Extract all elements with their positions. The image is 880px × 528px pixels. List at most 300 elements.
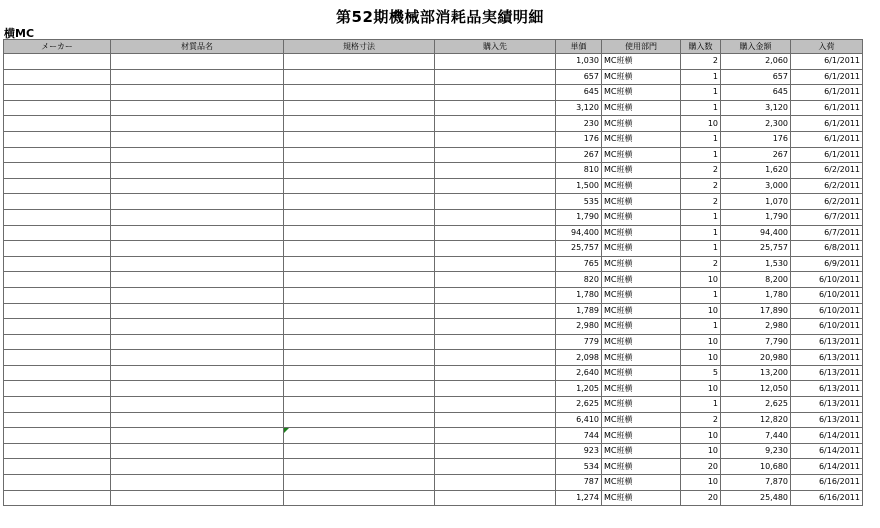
cell-amount[interactable]: 9,230 — [721, 443, 791, 459]
cell-material[interactable] — [111, 443, 284, 459]
cell-arrival[interactable]: 6/9/2011 — [791, 256, 863, 272]
cell-amount[interactable]: 20,980 — [721, 350, 791, 366]
cell-amount[interactable]: 3,120 — [721, 100, 791, 116]
cell-quantity[interactable]: 20 — [681, 490, 721, 506]
cell-amount[interactable]: 645 — [721, 85, 791, 101]
cell-arrival[interactable]: 6/16/2011 — [791, 475, 863, 491]
cell-unit-price[interactable]: 1,274 — [556, 490, 602, 506]
cell-unit-price[interactable]: 2,098 — [556, 350, 602, 366]
cell-maker[interactable] — [4, 54, 111, 70]
table-row — [4, 287, 863, 303]
col-header-material[interactable]: 材質品名 — [111, 40, 284, 54]
table-row — [4, 381, 863, 397]
cell-department[interactable]: MC班横 — [602, 85, 681, 101]
cell-vendor[interactable] — [435, 459, 556, 475]
cell-arrival[interactable]: 6/13/2011 — [791, 381, 863, 397]
cell-spec[interactable] — [284, 225, 435, 241]
cell-quantity[interactable]: 10 — [681, 381, 721, 397]
cell-arrival[interactable]: 6/10/2011 — [791, 303, 863, 319]
cell-arrival[interactable]: 6/1/2011 — [791, 116, 863, 132]
cell-department[interactable]: MC班横 — [602, 225, 681, 241]
cell-material[interactable] — [111, 287, 284, 303]
cell-unit-price[interactable]: 6,410 — [556, 412, 602, 428]
cell-maker[interactable] — [4, 381, 111, 397]
header-row — [4, 40, 863, 54]
cell-unit-price[interactable]: 3,120 — [556, 100, 602, 116]
cell-department[interactable]: MC班横 — [602, 241, 681, 257]
cell-unit-price[interactable]: 779 — [556, 334, 602, 350]
table-row — [4, 116, 863, 132]
table-row — [4, 241, 863, 257]
cell-department[interactable]: MC班横 — [602, 209, 681, 225]
cell-unit-price[interactable]: 787 — [556, 475, 602, 491]
cell-material[interactable] — [111, 85, 284, 101]
cell-arrival[interactable]: 6/10/2011 — [791, 272, 863, 288]
cell-arrival[interactable]: 6/13/2011 — [791, 334, 863, 350]
cell-department[interactable]: MC班横 — [602, 147, 681, 163]
cell-spec[interactable] — [284, 490, 435, 506]
cell-arrival[interactable]: 6/16/2011 — [791, 490, 863, 506]
col-header-unit-price[interactable]: 単価 — [556, 40, 602, 54]
comment-indicator-icon — [284, 428, 289, 433]
cell-material[interactable] — [111, 194, 284, 210]
table-row — [4, 334, 863, 350]
cell-amount[interactable]: 13,200 — [721, 365, 791, 381]
cell-arrival[interactable]: 6/10/2011 — [791, 287, 863, 303]
cell-material[interactable] — [111, 54, 284, 70]
cell-maker[interactable] — [4, 163, 111, 179]
cell-material[interactable] — [111, 428, 284, 444]
table-row — [4, 85, 863, 101]
cell-material[interactable] — [111, 319, 284, 335]
cell-quantity[interactable]: 2 — [681, 256, 721, 272]
cell-amount[interactable]: 2,980 — [721, 319, 791, 335]
cell-department[interactable]: MC班横 — [602, 116, 681, 132]
cell-spec[interactable] — [284, 272, 435, 288]
cell-material[interactable] — [111, 334, 284, 350]
cell-department[interactable]: MC班横 — [602, 365, 681, 381]
cell-unit-price[interactable]: 820 — [556, 272, 602, 288]
cell-unit-price[interactable]: 765 — [556, 256, 602, 272]
cell-vendor[interactable] — [435, 85, 556, 101]
cell-vendor[interactable] — [435, 287, 556, 303]
cell-vendor[interactable] — [435, 209, 556, 225]
cell-vendor[interactable] — [435, 319, 556, 335]
cell-department[interactable]: MC班横 — [602, 412, 681, 428]
cell-vendor[interactable] — [435, 334, 556, 350]
cell-arrival[interactable]: 6/14/2011 — [791, 459, 863, 475]
cell-department[interactable]: MC班横 — [602, 256, 681, 272]
section-label: 横MC — [4, 27, 35, 40]
cell-material[interactable] — [111, 100, 284, 116]
cell-spec[interactable] — [284, 287, 435, 303]
cell-unit-price[interactable]: 744 — [556, 428, 602, 444]
cell-quantity[interactable]: 10 — [681, 475, 721, 491]
table-row — [4, 459, 863, 475]
cell-quantity[interactable]: 1 — [681, 69, 721, 85]
cell-amount[interactable]: 7,870 — [721, 475, 791, 491]
cell-spec[interactable] — [284, 319, 435, 335]
cell-vendor[interactable] — [435, 100, 556, 116]
cell-maker[interactable] — [4, 256, 111, 272]
cell-unit-price[interactable]: 94,400 — [556, 225, 602, 241]
cell-material[interactable] — [111, 412, 284, 428]
col-header-vendor[interactable]: 購入先 — [435, 40, 556, 54]
cell-quantity[interactable]: 2 — [681, 412, 721, 428]
cell-spec[interactable] — [284, 209, 435, 225]
cell-quantity[interactable]: 1 — [681, 241, 721, 257]
cell-unit-price[interactable]: 1,205 — [556, 381, 602, 397]
cell-quantity[interactable]: 10 — [681, 116, 721, 132]
cell-vendor[interactable] — [435, 272, 556, 288]
cell-amount[interactable]: 12,820 — [721, 412, 791, 428]
cell-spec[interactable] — [284, 54, 435, 70]
cell-unit-price[interactable]: 923 — [556, 443, 602, 459]
cell-quantity[interactable]: 2 — [681, 178, 721, 194]
cell-amount[interactable]: 657 — [721, 69, 791, 85]
cell-amount[interactable]: 1,070 — [721, 194, 791, 210]
cell-spec[interactable] — [284, 459, 435, 475]
table-row — [4, 428, 863, 444]
col-header-department[interactable]: 使用部門 — [602, 40, 681, 54]
cell-vendor[interactable] — [435, 412, 556, 428]
cell-spec[interactable] — [284, 100, 435, 116]
cell-unit-price[interactable]: 1,030 — [556, 54, 602, 70]
cell-amount[interactable]: 10,680 — [721, 459, 791, 475]
table-row — [4, 412, 863, 428]
cell-amount[interactable]: 25,480 — [721, 490, 791, 506]
table-row — [4, 178, 863, 194]
cell-quantity[interactable]: 2 — [681, 163, 721, 179]
cell-maker[interactable] — [4, 350, 111, 366]
cell-quantity[interactable]: 1 — [681, 319, 721, 335]
cell-department[interactable]: MC班横 — [602, 350, 681, 366]
cell-department[interactable]: MC班横 — [602, 459, 681, 475]
cell-arrival[interactable]: 6/13/2011 — [791, 365, 863, 381]
cell-maker[interactable] — [4, 209, 111, 225]
cell-department[interactable]: MC班横 — [602, 54, 681, 70]
cell-unit-price[interactable]: 810 — [556, 163, 602, 179]
cell-spec[interactable] — [284, 475, 435, 491]
col-header-spec[interactable]: 規格寸法 — [284, 40, 435, 54]
cell-arrival[interactable]: 6/10/2011 — [791, 319, 863, 335]
cell-material[interactable] — [111, 365, 284, 381]
cell-material[interactable] — [111, 272, 284, 288]
cell-quantity[interactable]: 10 — [681, 334, 721, 350]
cell-amount[interactable]: 12,050 — [721, 381, 791, 397]
cell-maker[interactable] — [4, 365, 111, 381]
cell-quantity[interactable]: 1 — [681, 100, 721, 116]
cell-quantity[interactable]: 1 — [681, 209, 721, 225]
cell-unit-price[interactable]: 535 — [556, 194, 602, 210]
cell-maker[interactable] — [4, 225, 111, 241]
table-row — [4, 397, 863, 413]
cell-quantity[interactable]: 10 — [681, 272, 721, 288]
cell-quantity[interactable]: 1 — [681, 147, 721, 163]
cell-maker[interactable] — [4, 319, 111, 335]
cell-spec[interactable] — [284, 178, 435, 194]
table-row — [4, 225, 863, 241]
table-row — [4, 131, 863, 147]
cell-maker[interactable] — [4, 334, 111, 350]
cell-spec[interactable] — [284, 350, 435, 366]
cell-spec[interactable] — [284, 147, 435, 163]
col-header-maker[interactable]: メーカー — [4, 40, 111, 54]
cell-arrival[interactable]: 6/1/2011 — [791, 54, 863, 70]
cell-unit-price[interactable]: 534 — [556, 459, 602, 475]
cell-department[interactable]: MC班横 — [602, 443, 681, 459]
table-row — [4, 350, 863, 366]
cell-amount[interactable]: 267 — [721, 147, 791, 163]
table-row — [4, 54, 863, 70]
cell-department[interactable]: MC班横 — [602, 303, 681, 319]
cell-material[interactable] — [111, 225, 284, 241]
cell-maker[interactable] — [4, 490, 111, 506]
cell-maker[interactable] — [4, 303, 111, 319]
cell-vendor[interactable] — [435, 381, 556, 397]
cell-department[interactable]: MC班横 — [602, 194, 681, 210]
cell-vendor[interactable] — [435, 256, 556, 272]
cell-department[interactable]: MC班横 — [602, 178, 681, 194]
cell-quantity[interactable]: 20 — [681, 459, 721, 475]
cell-material[interactable] — [111, 178, 284, 194]
cell-material[interactable] — [111, 350, 284, 366]
table-row — [4, 69, 863, 85]
cell-department[interactable]: MC班横 — [602, 319, 681, 335]
cell-unit-price[interactable]: 1,500 — [556, 178, 602, 194]
cell-quantity[interactable]: 1 — [681, 287, 721, 303]
cell-department[interactable]: MC班横 — [602, 490, 681, 506]
cell-department[interactable]: MC班横 — [602, 381, 681, 397]
cell-material[interactable] — [111, 209, 284, 225]
cell-vendor[interactable] — [435, 428, 556, 444]
cell-material[interactable] — [111, 147, 284, 163]
cell-material[interactable] — [111, 475, 284, 491]
cell-amount[interactable]: 2,060 — [721, 54, 791, 70]
cell-vendor[interactable] — [435, 350, 556, 366]
cell-amount[interactable]: 94,400 — [721, 225, 791, 241]
cell-arrival[interactable]: 6/2/2011 — [791, 194, 863, 210]
cell-maker[interactable] — [4, 272, 111, 288]
cell-vendor[interactable] — [435, 475, 556, 491]
table-row — [4, 163, 863, 179]
cell-unit-price[interactable]: 25,757 — [556, 241, 602, 257]
cell-quantity[interactable]: 1 — [681, 131, 721, 147]
cell-vendor[interactable] — [435, 303, 556, 319]
cell-department[interactable]: MC班横 — [602, 287, 681, 303]
cell-unit-price[interactable]: 1,780 — [556, 287, 602, 303]
cell-quantity[interactable]: 10 — [681, 428, 721, 444]
cell-material[interactable] — [111, 131, 284, 147]
cell-vendor[interactable] — [435, 443, 556, 459]
cell-spec[interactable] — [284, 381, 435, 397]
cell-maker[interactable] — [4, 100, 111, 116]
cell-arrival[interactable]: 6/2/2011 — [791, 178, 863, 194]
cell-arrival[interactable]: 6/1/2011 — [791, 69, 863, 85]
cell-arrival[interactable]: 6/14/2011 — [791, 443, 863, 459]
cell-department[interactable]: MC班横 — [602, 428, 681, 444]
cell-quantity[interactable]: 2 — [681, 194, 721, 210]
cell-spec[interactable] — [284, 334, 435, 350]
cell-arrival[interactable]: 6/13/2011 — [791, 350, 863, 366]
cell-unit-price[interactable]: 2,640 — [556, 365, 602, 381]
cell-spec[interactable] — [284, 85, 435, 101]
cell-vendor[interactable] — [435, 54, 556, 70]
cell-maker[interactable] — [4, 194, 111, 210]
cell-quantity[interactable]: 2 — [681, 54, 721, 70]
cell-department[interactable]: MC班横 — [602, 69, 681, 85]
cell-vendor[interactable] — [435, 241, 556, 257]
table-row — [4, 443, 863, 459]
cell-spec[interactable] — [284, 303, 435, 319]
cell-material[interactable] — [111, 490, 284, 506]
cell-quantity[interactable]: 10 — [681, 350, 721, 366]
cell-department[interactable]: MC班横 — [602, 272, 681, 288]
cell-spec[interactable] — [284, 69, 435, 85]
cell-unit-price[interactable]: 176 — [556, 131, 602, 147]
cell-department[interactable]: MC班横 — [602, 100, 681, 116]
cell-vendor[interactable] — [435, 178, 556, 194]
cell-department[interactable]: MC班横 — [602, 334, 681, 350]
cell-amount[interactable]: 3,000 — [721, 178, 791, 194]
cell-material[interactable] — [111, 381, 284, 397]
cell-department[interactable]: MC班横 — [602, 475, 681, 491]
cell-material[interactable] — [111, 116, 284, 132]
cell-spec[interactable] — [284, 163, 435, 179]
cell-vendor[interactable] — [435, 163, 556, 179]
table-row — [4, 490, 863, 506]
cell-vendor[interactable] — [435, 147, 556, 163]
cell-spec[interactable] — [284, 241, 435, 257]
cell-vendor[interactable] — [435, 225, 556, 241]
cell-vendor[interactable] — [435, 69, 556, 85]
cell-amount[interactable]: 2,300 — [721, 116, 791, 132]
table-row — [4, 209, 863, 225]
cell-spec[interactable] — [284, 131, 435, 147]
table-row — [4, 272, 863, 288]
cell-spec[interactable] — [284, 365, 435, 381]
cell-maker[interactable] — [4, 131, 111, 147]
cell-amount[interactable]: 176 — [721, 131, 791, 147]
cell-amount[interactable]: 8,200 — [721, 272, 791, 288]
cell-spec[interactable] — [284, 116, 435, 132]
cell-maker[interactable] — [4, 85, 111, 101]
table-row — [4, 256, 863, 272]
cell-amount[interactable]: 1,790 — [721, 209, 791, 225]
table-row — [4, 475, 863, 491]
table-row — [4, 100, 863, 116]
cell-material[interactable] — [111, 397, 284, 413]
cell-unit-price[interactable]: 2,980 — [556, 319, 602, 335]
cell-arrival[interactable]: 6/8/2011 — [791, 241, 863, 257]
cell-maker[interactable] — [4, 428, 111, 444]
cell-department[interactable]: MC班横 — [602, 131, 681, 147]
cell-amount[interactable]: 2,625 — [721, 397, 791, 413]
cell-maker[interactable] — [4, 116, 111, 132]
cell-maker[interactable] — [4, 147, 111, 163]
table-row — [4, 365, 863, 381]
cell-maker[interactable] — [4, 241, 111, 257]
cell-maker[interactable] — [4, 459, 111, 475]
cell-vendor[interactable] — [435, 490, 556, 506]
cell-spec[interactable] — [284, 397, 435, 413]
col-header-quantity[interactable]: 購入数 — [681, 40, 721, 54]
cell-vendor[interactable] — [435, 365, 556, 381]
cell-unit-price[interactable]: 2,625 — [556, 397, 602, 413]
purchase-table — [3, 39, 863, 506]
cell-arrival[interactable]: 6/1/2011 — [791, 85, 863, 101]
cell-maker[interactable] — [4, 287, 111, 303]
cell-vendor[interactable] — [435, 131, 556, 147]
table-row — [4, 319, 863, 335]
cell-material[interactable] — [111, 163, 284, 179]
cell-quantity[interactable]: 1 — [681, 85, 721, 101]
cell-vendor[interactable] — [435, 397, 556, 413]
cell-material[interactable] — [111, 241, 284, 257]
cell-unit-price[interactable]: 230 — [556, 116, 602, 132]
cell-maker[interactable] — [4, 412, 111, 428]
cell-arrival[interactable]: 6/7/2011 — [791, 209, 863, 225]
cell-material[interactable] — [111, 69, 284, 85]
cell-department[interactable]: MC班横 — [602, 397, 681, 413]
cell-arrival[interactable]: 6/1/2011 — [791, 100, 863, 116]
cell-amount[interactable]: 1,530 — [721, 256, 791, 272]
cell-quantity[interactable]: 5 — [681, 365, 721, 381]
cell-unit-price[interactable]: 1,790 — [556, 209, 602, 225]
cell-arrival[interactable]: 6/14/2011 — [791, 428, 863, 444]
cell-vendor[interactable] — [435, 116, 556, 132]
cell-amount[interactable]: 1,780 — [721, 287, 791, 303]
cell-maker[interactable] — [4, 475, 111, 491]
cell-arrival[interactable]: 6/7/2011 — [791, 225, 863, 241]
cell-quantity[interactable]: 1 — [681, 397, 721, 413]
cell-amount[interactable]: 25,757 — [721, 241, 791, 257]
cell-unit-price[interactable]: 267 — [556, 147, 602, 163]
cell-arrival[interactable]: 6/1/2011 — [791, 131, 863, 147]
cell-arrival[interactable]: 6/1/2011 — [791, 147, 863, 163]
cell-spec[interactable] — [284, 256, 435, 272]
cell-spec[interactable] — [284, 412, 435, 428]
cell-maker[interactable] — [4, 443, 111, 459]
cell-quantity[interactable]: 1 — [681, 225, 721, 241]
cell-arrival[interactable]: 6/13/2011 — [791, 397, 863, 413]
cell-maker[interactable] — [4, 397, 111, 413]
cell-department[interactable]: MC班横 — [602, 163, 681, 179]
cell-material[interactable] — [111, 459, 284, 475]
cell-maker[interactable] — [4, 69, 111, 85]
cell-amount[interactable]: 1,620 — [721, 163, 791, 179]
cell-unit-price[interactable]: 1,789 — [556, 303, 602, 319]
cell-vendor[interactable] — [435, 194, 556, 210]
cell-arrival[interactable]: 6/2/2011 — [791, 163, 863, 179]
cell-spec[interactable] — [284, 443, 435, 459]
cell-unit-price[interactable]: 657 — [556, 69, 602, 85]
cell-spec[interactable] — [284, 428, 435, 444]
cell-amount[interactable]: 7,440 — [721, 428, 791, 444]
cell-quantity[interactable]: 10 — [681, 303, 721, 319]
cell-maker[interactable] — [4, 178, 111, 194]
cell-arrival[interactable]: 6/13/2011 — [791, 412, 863, 428]
col-header-amount[interactable]: 購入金額 — [721, 40, 791, 54]
cell-amount[interactable]: 7,790 — [721, 334, 791, 350]
cell-material[interactable] — [111, 256, 284, 272]
cell-amount[interactable]: 17,890 — [721, 303, 791, 319]
cell-spec[interactable] — [284, 194, 435, 210]
col-header-arrival[interactable]: 入荷 — [791, 40, 863, 54]
cell-quantity[interactable]: 10 — [681, 443, 721, 459]
cell-unit-price[interactable]: 645 — [556, 85, 602, 101]
cell-material[interactable] — [111, 303, 284, 319]
